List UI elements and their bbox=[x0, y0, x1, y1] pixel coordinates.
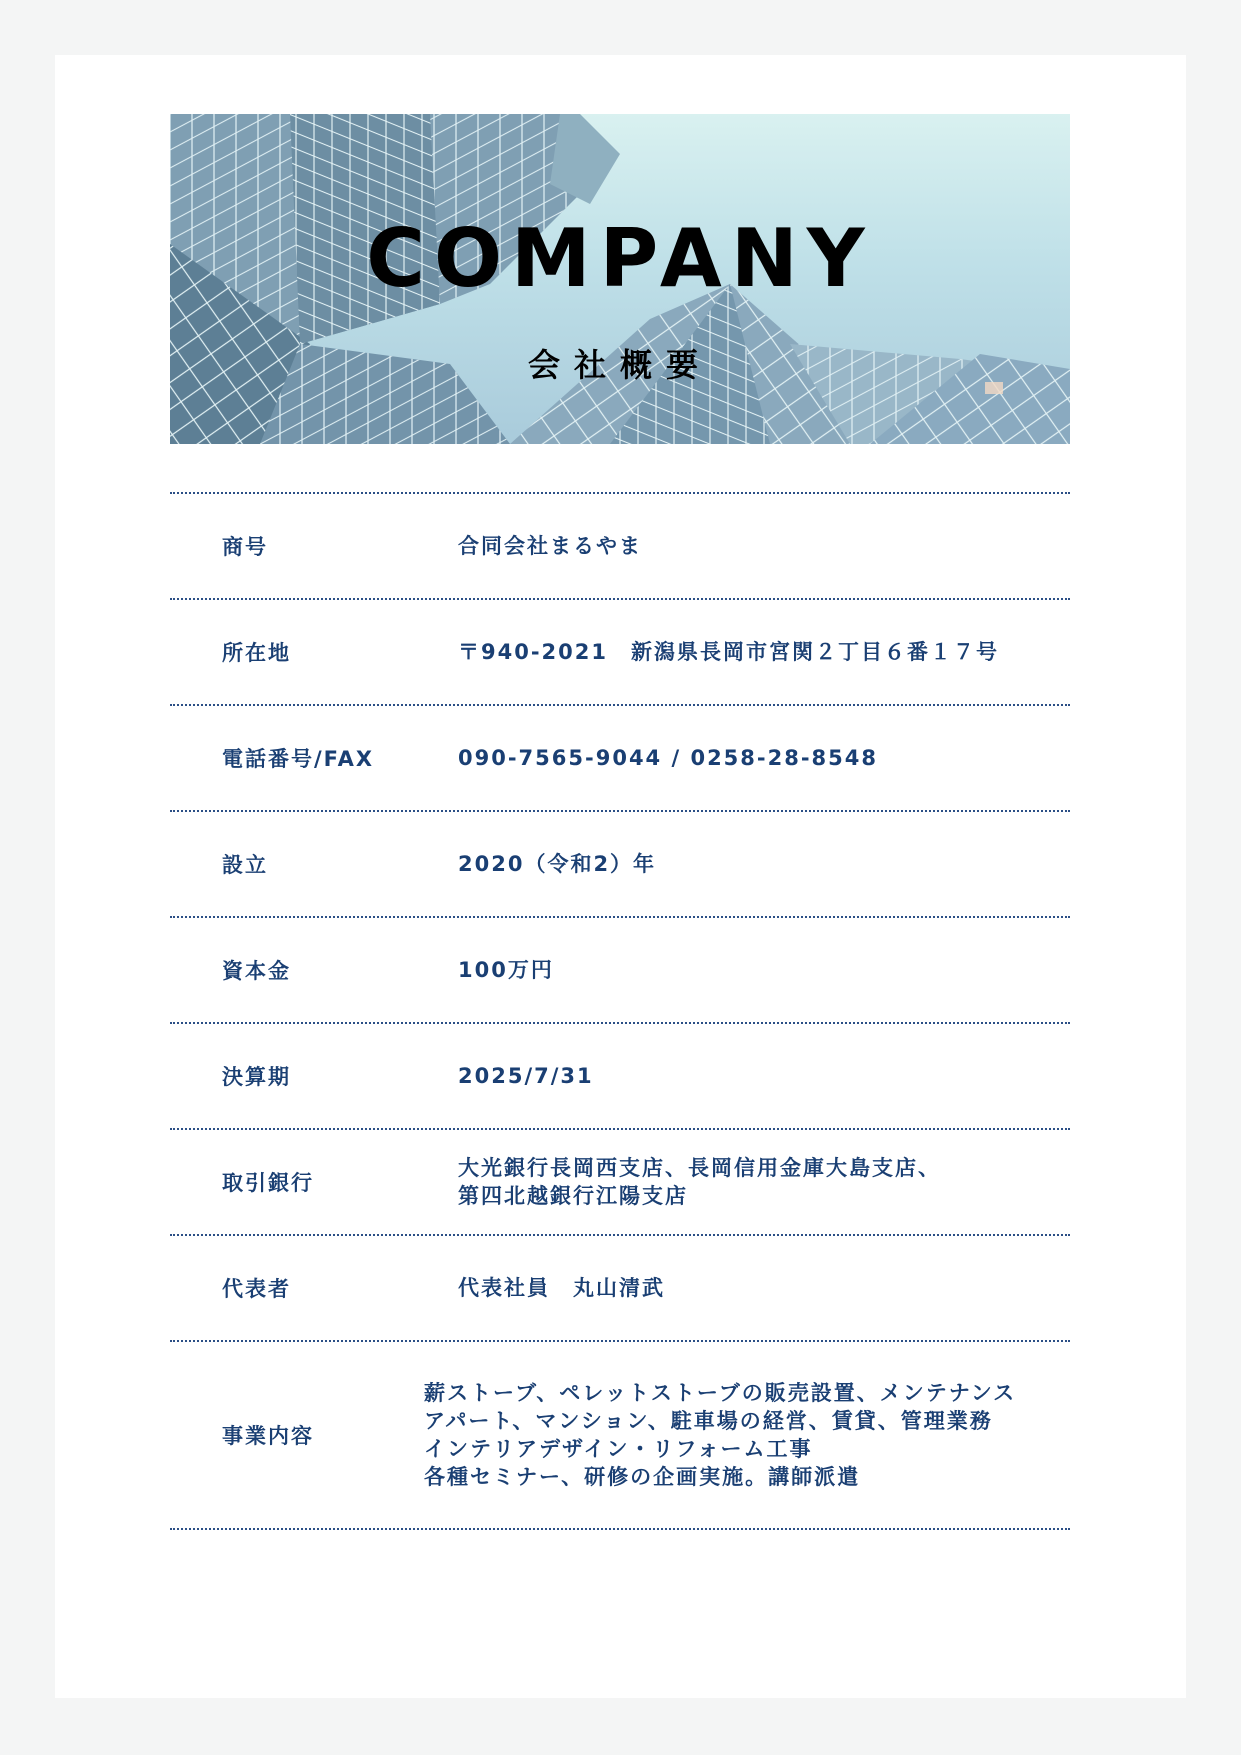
row-label: 資本金 bbox=[222, 959, 291, 983]
row-value: 100万円 bbox=[458, 958, 554, 982]
table-row bbox=[170, 492, 1070, 598]
row-value: 2025/7/31 bbox=[458, 1064, 594, 1088]
row-value: 薪ストーブ、ペレットストーブの販売設置、メンテナンス アパート、マンション、駐車場の経営、賃貸、管理業務 インテリアデザイン・リフォーム工事 各種セミナー、研修の企画実施。講師派遣 bbox=[424, 1381, 1017, 1489]
header-banner bbox=[170, 114, 1070, 444]
page-subtitle: 会社概要 bbox=[527, 346, 712, 384]
table-row bbox=[170, 1340, 1070, 1530]
row-value: 大光銀行長岡西支店、長岡信用金庫大島支店、 第四北越銀行江陽支店 bbox=[458, 1156, 941, 1208]
document-page bbox=[55, 55, 1186, 1698]
row-label: 設立 bbox=[222, 853, 268, 877]
row-label: 決算期 bbox=[222, 1065, 291, 1089]
row-value: 〒940-2021 新潟県長岡市宮関２丁目６番１７号 bbox=[458, 640, 999, 664]
row-value: 2020（令和2）年 bbox=[458, 852, 657, 876]
table-row bbox=[170, 810, 1070, 916]
page-title: COMPANY bbox=[366, 212, 874, 305]
row-value: 合同会社まるやま bbox=[458, 534, 642, 558]
row-label: 電話番号/FAX bbox=[222, 747, 375, 771]
row-value: 代表社員 丸山清武 bbox=[458, 1276, 665, 1300]
row-label: 商号 bbox=[222, 535, 268, 559]
table-row bbox=[170, 1022, 1070, 1128]
table-row bbox=[170, 1234, 1070, 1340]
table-row bbox=[170, 704, 1070, 810]
table-row bbox=[170, 598, 1070, 704]
row-value: 090-7565-9044 / 0258-28-8548 bbox=[458, 746, 879, 770]
company-info-table bbox=[170, 492, 1070, 1530]
row-label: 所在地 bbox=[222, 641, 291, 665]
table-row bbox=[170, 916, 1070, 1022]
row-label: 事業内容 bbox=[222, 1424, 314, 1448]
row-label: 取引銀行 bbox=[222, 1171, 314, 1195]
table-row bbox=[170, 1128, 1070, 1234]
row-label: 代表者 bbox=[222, 1277, 291, 1301]
